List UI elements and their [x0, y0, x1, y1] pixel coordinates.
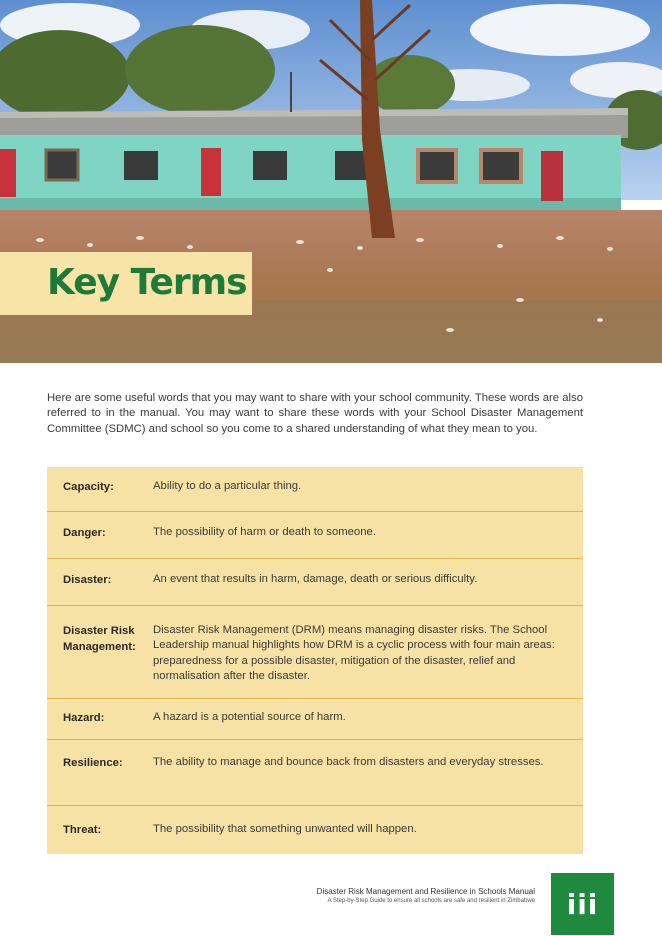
term-definition: The possibility of harm or death to someone.	[153, 526, 376, 538]
term-definition: The ability to manage and bounce back from disasters and everyday stresses.	[153, 756, 544, 768]
key-terms-table	[47, 467, 583, 854]
term-name: Capacity:	[63, 481, 114, 493]
table-row	[47, 512, 583, 559]
footer-title: Disaster Risk Management and Resilience in Schools Manual	[316, 887, 535, 896]
table-row	[47, 467, 583, 512]
term-name: Resilience:	[63, 757, 123, 769]
page-title: Key Terms	[47, 262, 247, 303]
term-name: Disaster Risk Management:	[63, 625, 136, 653]
term-definition: An event that results in harm, damage, death or serious difficulty.	[153, 573, 478, 585]
term-definition: Disaster Risk Management (DRM) means managing disaster risks. The School Leadership manual highlights how DRM is a cyclic process with four main areas: preparedness for a possible disaster, mitigation of the disaster, relief and normalisation after the disaster.	[153, 624, 555, 683]
title-band	[0, 252, 252, 315]
hero-photo	[0, 0, 662, 363]
footer-subtitle: A Step-by-Step Guide to ensure all schools are safe and resilient in Zimbabwe	[327, 898, 535, 904]
table-row	[47, 699, 583, 740]
table-row	[47, 559, 583, 606]
term-definition: The possibility that something unwanted will happen.	[153, 823, 417, 835]
table-row	[47, 606, 583, 699]
term-name: Danger:	[63, 527, 106, 539]
page-number: iii	[551, 873, 614, 935]
term-name: Disaster:	[63, 574, 112, 586]
table-row	[47, 806, 583, 854]
table-row	[47, 740, 583, 806]
footer	[317, 886, 535, 906]
term-name: Threat:	[63, 824, 102, 836]
intro-paragraph: Here are some useful words that you may want to share with your school community. These words are also referred to in the manual. You may want to share these words with your School Disaster Management Committee (SDMC) and school so you come to a shared understanding of what they mean to you.	[47, 392, 583, 435]
term-definition: Ability to do a particular thing.	[153, 480, 302, 492]
term-name: Hazard:	[63, 712, 105, 724]
term-definition: A hazard is a potential source of harm.	[153, 711, 346, 723]
